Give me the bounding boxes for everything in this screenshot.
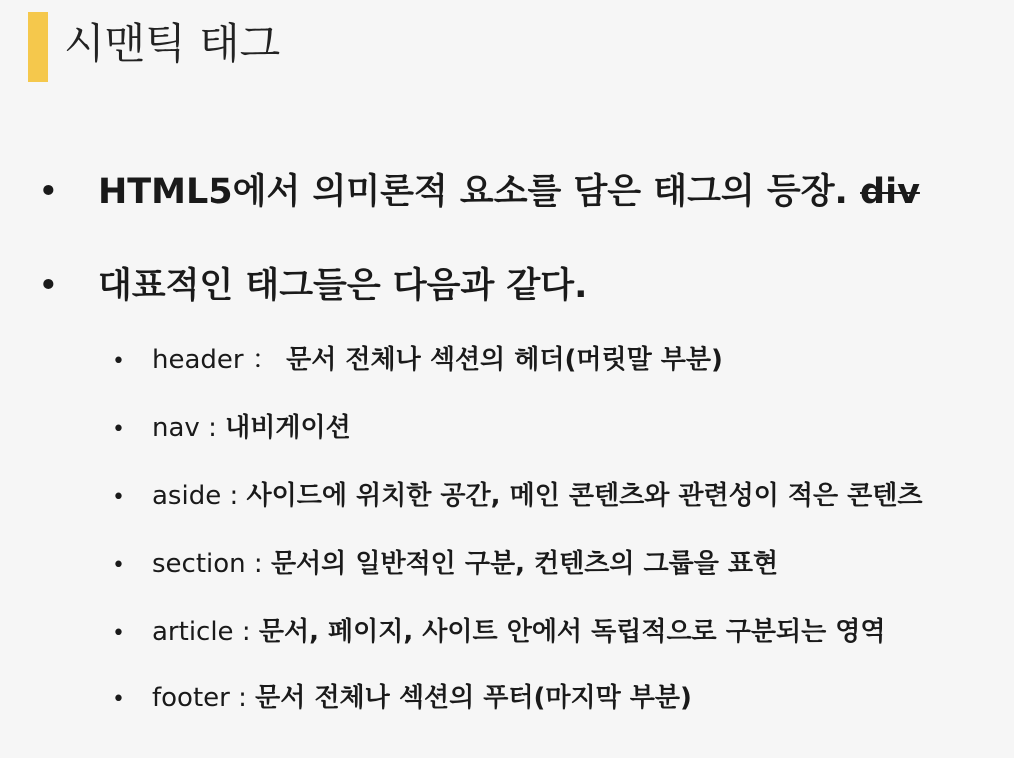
tag-separator: :: [221, 481, 247, 511]
tag-term: header: [152, 345, 244, 375]
tag-description: 문서, 페이지, 사이트 안에서 독립적으로 구분되는 영역: [258, 617, 886, 647]
tag-item-section: [112, 547, 778, 583]
tag-description: 문서 전체나 섹션의 푸터(마지막 부분): [255, 683, 692, 713]
tag-term: section: [152, 549, 246, 579]
bullet-point-2: [38, 264, 587, 308]
tag-description: 문서의 일반적인 구분, 컨텐츠의 그룹을 표현: [270, 549, 779, 579]
sub-bullet-icon: •: [112, 417, 125, 442]
bullet-point-text: HTML5에서 의미론적 요소를 담은 태그의 등장.: [98, 172, 848, 212]
tag-description: 내비게이션: [225, 413, 351, 443]
tag-description: 문서 전체나 섹션의 헤더(머릿말 부분): [286, 345, 723, 375]
tag-term: article: [152, 617, 234, 647]
bullet-point-text: 대표적인 태그들은 다음과 같다.: [98, 266, 588, 306]
sub-bullet-icon: •: [112, 621, 125, 646]
bullet-point-1: [38, 170, 920, 214]
tag-term: aside: [152, 481, 222, 511]
tag-item-article: [112, 615, 885, 651]
tag-item-nav: [112, 411, 351, 447]
tag-separator: :: [229, 683, 256, 713]
bullet-icon: •: [38, 266, 59, 306]
sub-bullet-icon: •: [112, 485, 125, 510]
sub-bullet-icon: •: [112, 553, 125, 578]
slide-title: 시맨틱 태그: [64, 19, 281, 68]
tag-item-aside: [112, 479, 923, 515]
tag-separator: ：: [243, 345, 287, 375]
struck-text: div: [860, 172, 920, 212]
tag-separator: :: [199, 413, 226, 443]
sub-bullet-icon: •: [112, 687, 125, 712]
title-accent-bar: [28, 12, 48, 82]
tag-separator: :: [245, 549, 271, 579]
tag-item-header: [112, 343, 723, 379]
bullet-icon: •: [38, 172, 59, 212]
tag-term: nav: [152, 413, 200, 443]
sub-bullet-icon: •: [112, 349, 125, 374]
tag-term: footer: [152, 683, 230, 713]
tag-separator: :: [233, 617, 259, 647]
tag-description: 사이드에 위치한 공간, 메인 콘텐츠와 관련성이 적은 콘텐츠: [246, 481, 923, 511]
tag-item-footer: [112, 681, 692, 717]
